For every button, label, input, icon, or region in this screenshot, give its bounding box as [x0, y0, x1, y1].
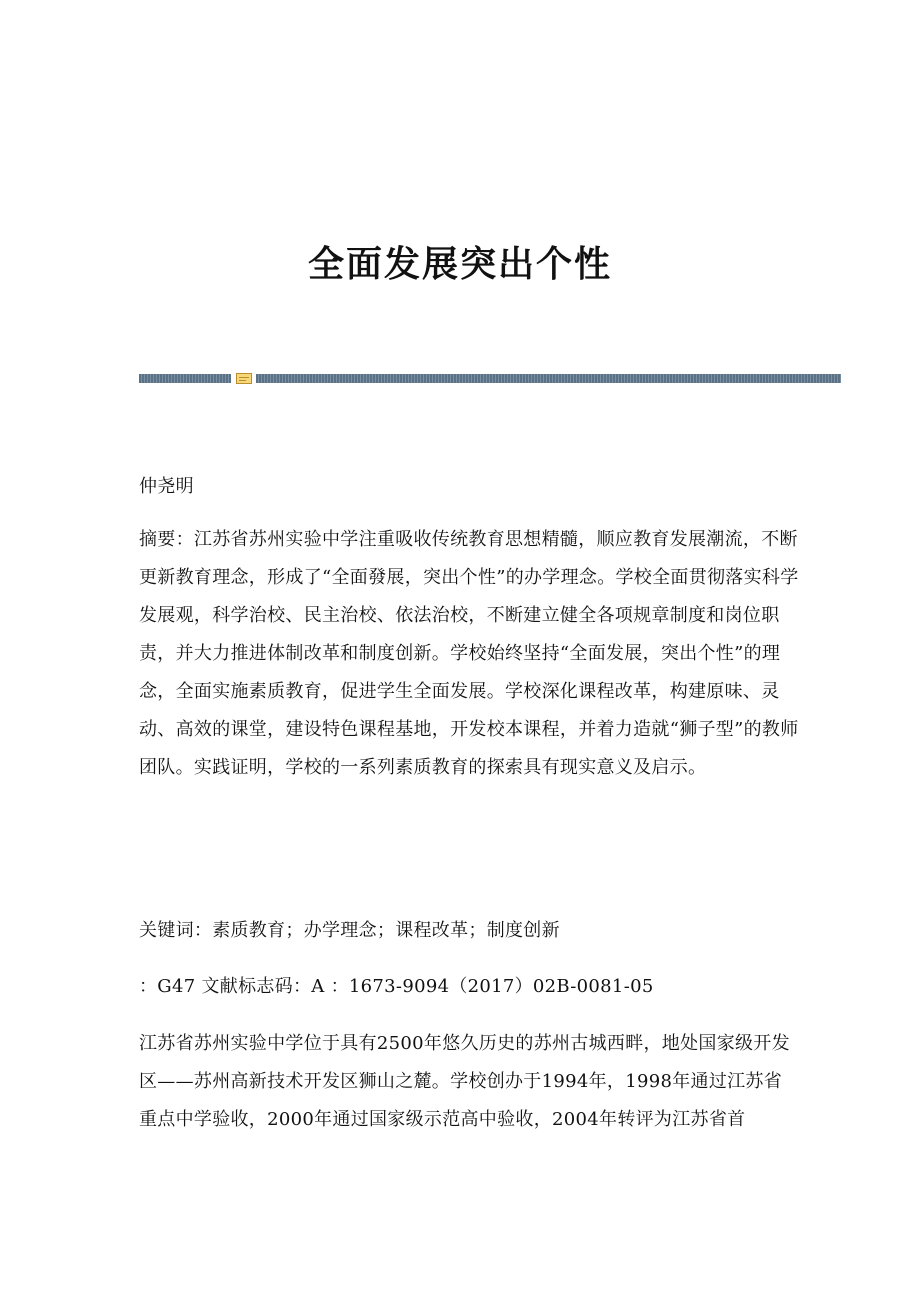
article-title: 全面发展突出个性 [307, 243, 612, 286]
body-paragraph: 江苏省苏州实验中学位于具有2500年悠久历史的苏州古城西畔，地处国家级开发区——苏州高新技术开发区狮山之麓。学校创办于1994年，1998年通过江苏省重点中学验收，2000年通过国家级示范高中验收，2004年转评为江苏省首 [139, 1033, 790, 1130]
title-divider-left [139, 374, 231, 383]
keywords-line: 关键词：素质教育；办学理念；课程改革；制度创新 [139, 920, 560, 941]
classification-line: ：G47 文献标志码：A ：1673-9094（2017）02B-0081-05 [139, 976, 654, 997]
title-divider-right [256, 374, 841, 383]
author-name: 仲尧明 [139, 476, 194, 497]
envelope-icon [236, 373, 252, 384]
abstract-paragraph: 摘要：江苏省苏州实验中学注重吸收传统教育思想精髓，顺应教育发展潮流，不断更新教育理念，形成了“全面發展，突出个性”的办学理念。学校全面贯彻落实科学发展观，科学治校、民主治校、依法治校，不断建立健全各项规章制度和岗位职责，并大力推进体制改革和制度创新。学校始终坚持“全面发展，突出个性”的理念，全面实施素质教育，促进学生全面发展。学校深化课程改革，构建原味、灵动、高效的课堂，建设特色课程基地，开发校本课程，并着力造就“狮子型”的教师团队。实践证明，学校的一系列素质教育的探索具有现实意义及启示。 [139, 529, 799, 778]
